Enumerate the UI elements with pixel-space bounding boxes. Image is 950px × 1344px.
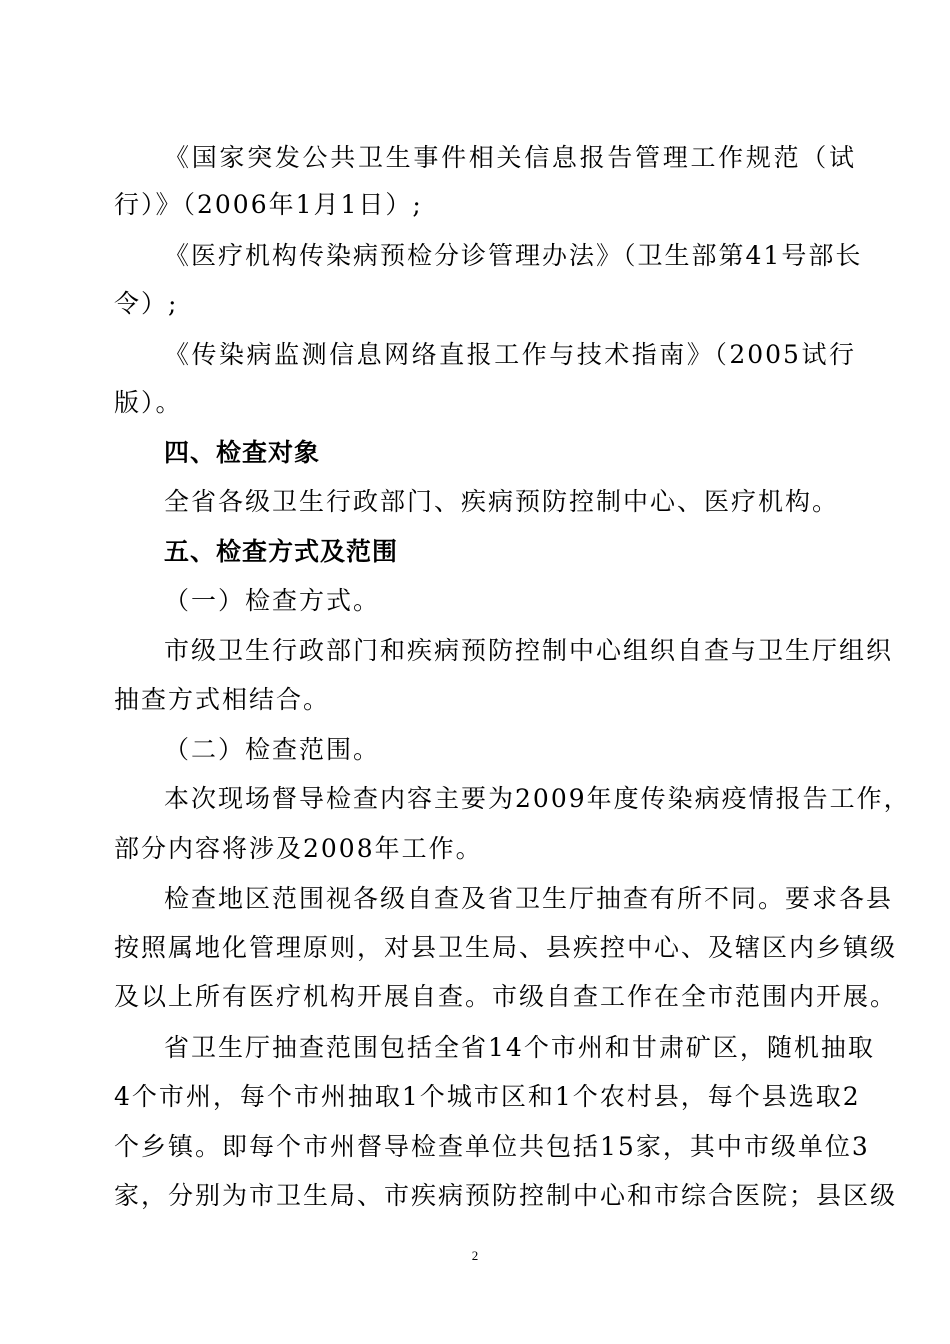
paragraph-line: 个乡镇。即每个市州督导检查单位共包括15家，其中市级单位3 xyxy=(114,1132,870,1161)
paragraph-line: 抽查方式相结合。 xyxy=(114,685,331,714)
paragraph-line: 全省各级卫生行政部门、疾病预防控制中心、医疗机构。 xyxy=(164,487,840,516)
subsection-heading: （一）检查方式。 xyxy=(164,586,381,615)
paragraph-line: 版）。 xyxy=(114,388,183,417)
paragraph-line: 令）; xyxy=(114,289,179,318)
paragraph-line: 行）》（2006年1月1日）; xyxy=(114,190,423,219)
paragraph-line: 省卫生厅抽查范围包括全省14个市州和甘肃矿区，随机抽取 xyxy=(164,1033,875,1062)
paragraph-line: 检查地区范围视各级自查及省卫生厅抽查有所不同。要求各县 xyxy=(164,884,894,913)
paragraph-line: 及以上所有医疗机构开展自查。市级自查工作在全市范围内开展。 xyxy=(114,982,898,1011)
paragraph-line: 家，分别为市卫生局、市疾病预防控制中心和市综合医院；县区级 xyxy=(114,1181,898,1210)
paragraph-line: 市级卫生行政部门和疾病预防控制中心组织自查与卫生厅组织 xyxy=(164,636,894,665)
paragraph-line: 按照属地化管理原则，对县卫生局、县疾控中心、及辖区内乡镇级 xyxy=(114,933,898,962)
paragraph-line: 《国家突发公共卫生事件相关信息报告管理工作规范（试 xyxy=(164,143,856,172)
section-heading: 五、检查方式及范围 xyxy=(164,537,399,566)
subsection-heading: （二）检查范围。 xyxy=(164,735,381,764)
paragraph-line: 《传染病监测信息网络直报工作与技术指南》（2005试行 xyxy=(164,340,856,369)
paragraph-line: 本次现场督导检查内容主要为2009年度传染病疫情报告工作， xyxy=(164,784,911,813)
paragraph-line: 部分内容将涉及2008年工作。 xyxy=(114,834,483,863)
paragraph-line: 4个市州，每个市州抽取1个城市区和1个农村县，每个县选取2 xyxy=(114,1082,861,1111)
section-heading: 四、检查对象 xyxy=(164,438,321,467)
page-number: 2 xyxy=(471,1248,479,1263)
paragraph-line: 《医疗机构传染病预检分诊管理办法》（卫生部第41号部长 xyxy=(164,241,863,270)
